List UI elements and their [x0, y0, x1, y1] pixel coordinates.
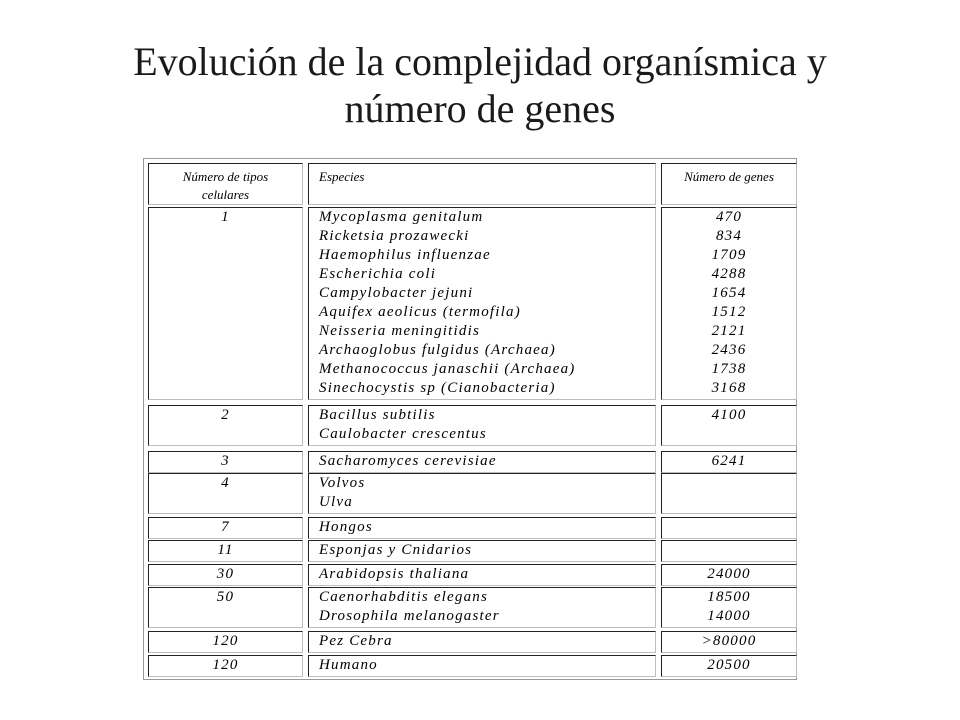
cell-types-value: 120 [148, 631, 303, 653]
cell-types-value: 3 [148, 451, 303, 473]
genes-cell [661, 405, 797, 446]
table-row [148, 631, 792, 653]
gene-count: 6241 [711, 453, 747, 469]
table-row [148, 564, 792, 586]
genes-cell [661, 207, 797, 400]
gene-count: 1709 [711, 247, 747, 263]
species-name: Humano [319, 657, 378, 673]
species-name: Hongos [319, 519, 373, 535]
table-row [148, 207, 792, 400]
genes-cell [661, 473, 797, 514]
species-name: Neisseria meningitidis [319, 323, 480, 339]
slide-title [0, 38, 960, 132]
gene-count: 470 [715, 209, 743, 225]
gene-count: 2436 [711, 342, 747, 358]
genes-cell [661, 517, 797, 539]
genes-cell [661, 631, 797, 653]
species-name: Pez Cebra [319, 633, 393, 649]
species-cell [308, 405, 656, 446]
species-name: Escherichia coli [319, 266, 437, 282]
species-name: Arabidopsis thaliana [319, 566, 470, 582]
header-cell-types: Número de tipos celulares [148, 163, 303, 205]
table-row [148, 587, 792, 628]
genes-table [143, 158, 797, 680]
species-name: Sinechocystis sp (Cianobacteria) [319, 380, 556, 396]
table-row [148, 405, 792, 446]
header-species: Especies [308, 163, 656, 205]
species-name: Caenorhabditis elegans [319, 589, 489, 605]
species-name: Ulva [319, 494, 353, 510]
species-name: Sacharomyces cerevisiae [319, 453, 497, 469]
gene-count: 4288 [711, 266, 747, 282]
species-name: Campylobacter jejuni [319, 285, 474, 301]
cell-types-value: 11 [148, 540, 303, 562]
species-name: Esponjas y Cnidarios [319, 542, 473, 558]
species-name: Archaoglobus fulgidus (Archaea) [319, 342, 556, 358]
species-cell [308, 473, 656, 514]
species-cell [308, 564, 656, 586]
species-name: Mycoplasma genitalum [319, 209, 484, 225]
species-cell [308, 451, 656, 473]
species-name: Volvos [319, 475, 366, 491]
table-row [148, 540, 792, 562]
title-line-1: Evolución de la complejidad organísmica y [133, 39, 827, 84]
gene-count: 4100 [711, 407, 747, 423]
gene-count: >80000 [701, 633, 757, 649]
gene-count: 20500 [707, 657, 751, 673]
table-row [148, 655, 792, 677]
genes-cell [661, 451, 797, 473]
cell-types-value: 50 [148, 587, 303, 628]
cell-types-value: 1 [148, 207, 303, 400]
table-row [148, 473, 792, 514]
species-cell [308, 655, 656, 677]
gene-count: 2121 [711, 323, 747, 339]
cell-types-value: 30 [148, 564, 303, 586]
gene-count: 14000 [707, 608, 751, 624]
title-line-2: número de genes [344, 86, 616, 131]
gene-count: 1738 [711, 361, 747, 377]
table-row [148, 451, 792, 473]
species-name: Bacillus subtilis [319, 407, 436, 423]
cell-types-value: 120 [148, 655, 303, 677]
species-cell [308, 631, 656, 653]
table-row [148, 517, 792, 539]
gene-count: 834 [715, 228, 743, 244]
gene-count: 18500 [707, 589, 751, 605]
species-cell [308, 587, 656, 628]
cell-types-value: 7 [148, 517, 303, 539]
genes-cell [661, 655, 797, 677]
genes-cell [661, 564, 797, 586]
header-genes: Número de genes [661, 163, 797, 205]
header-row [148, 163, 792, 205]
gene-count: 3168 [711, 380, 747, 396]
cell-types-value: 2 [148, 405, 303, 446]
cell-types-value: 4 [148, 473, 303, 514]
gene-count: 1654 [711, 285, 747, 301]
species-cell [308, 207, 656, 400]
species-name: Haemophilus influenzae [319, 247, 491, 263]
genes-cell [661, 540, 797, 562]
species-cell [308, 540, 656, 562]
species-name: Caulobacter crescentus [319, 426, 487, 442]
species-name: Methanococcus janaschii (Archaea) [319, 361, 576, 377]
species-cell [308, 517, 656, 539]
gene-count: 1512 [711, 304, 747, 320]
species-name: Ricketsia prozawecki [319, 228, 470, 244]
species-name: Drosophila melanogaster [319, 608, 500, 624]
genes-cell [661, 587, 797, 628]
gene-count: 24000 [707, 566, 751, 582]
species-name: Aquifex aeolicus (termofila) [319, 304, 521, 320]
